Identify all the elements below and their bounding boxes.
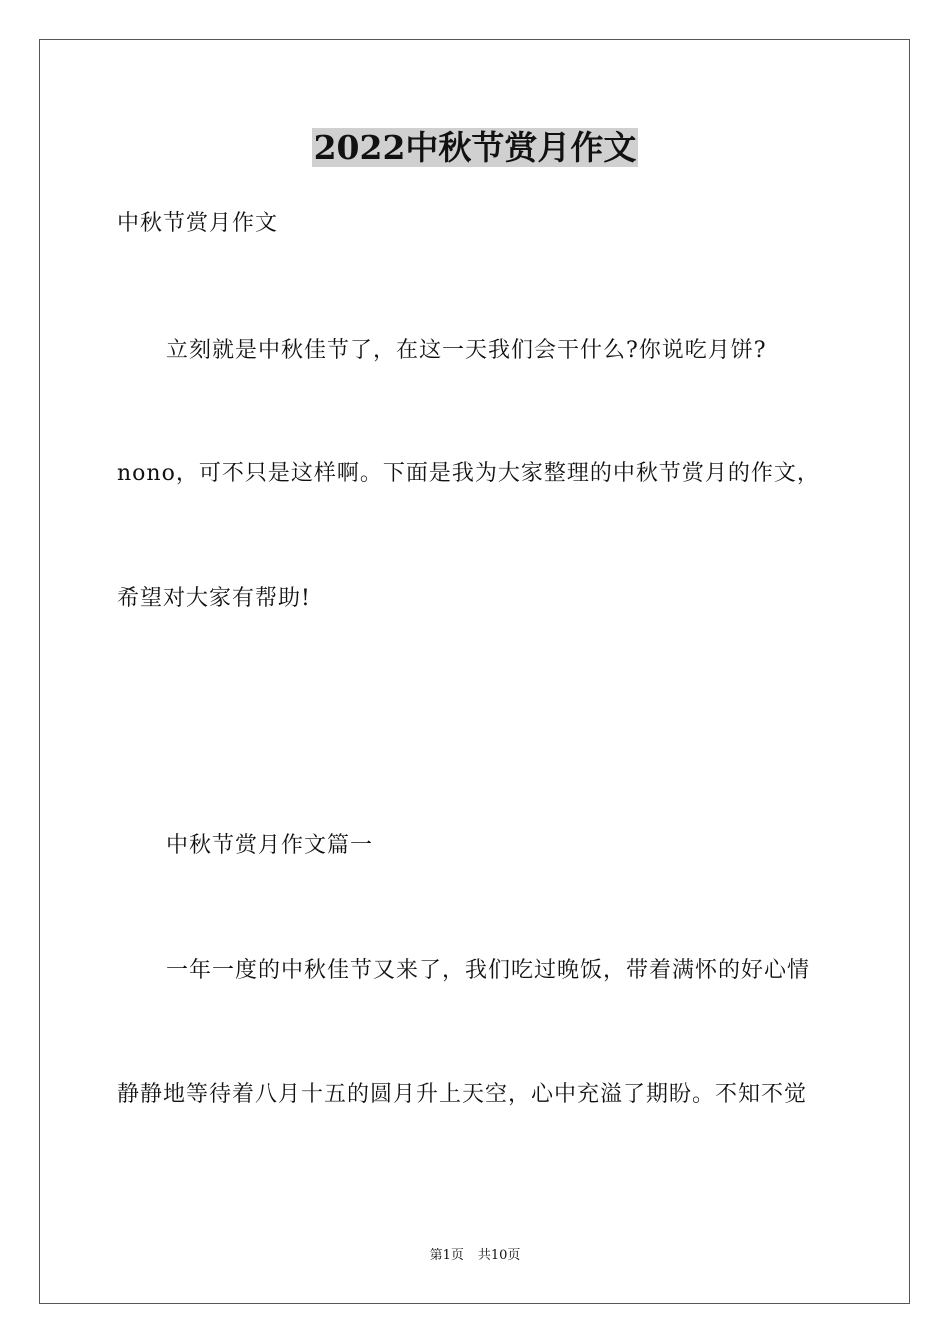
paragraph-line: 立刻就是中秋佳节了，在这一天我们会干什么?你说吃月饼? [166,338,767,363]
section-heading: 中秋节赏月作文篇一 [166,833,374,858]
paragraph-line: nono，可不只是这样啊。下面是我为大家整理的中秋节赏月的作文， [117,461,820,486]
document-title: 2022中秋节赏月作文 [313,128,637,167]
paragraph-line: 一年一度的中秋佳节又来了，我们吃过晚饭，带着满怀的好心情 [166,958,811,983]
paragraph-line: 静静地等待着八月十五的圆月升上天空，心中充溢了期盼。不知不觉 [117,1082,808,1107]
page-footer [0,1247,950,1265]
document-subtitle: 中秋节赏月作文 [117,211,279,236]
document-title-container [0,125,950,171]
page-total: 共10页 [477,1248,521,1263]
paragraph-line: 希望对大家有帮助! [117,586,311,611]
page-number: 第1页 [429,1248,464,1263]
